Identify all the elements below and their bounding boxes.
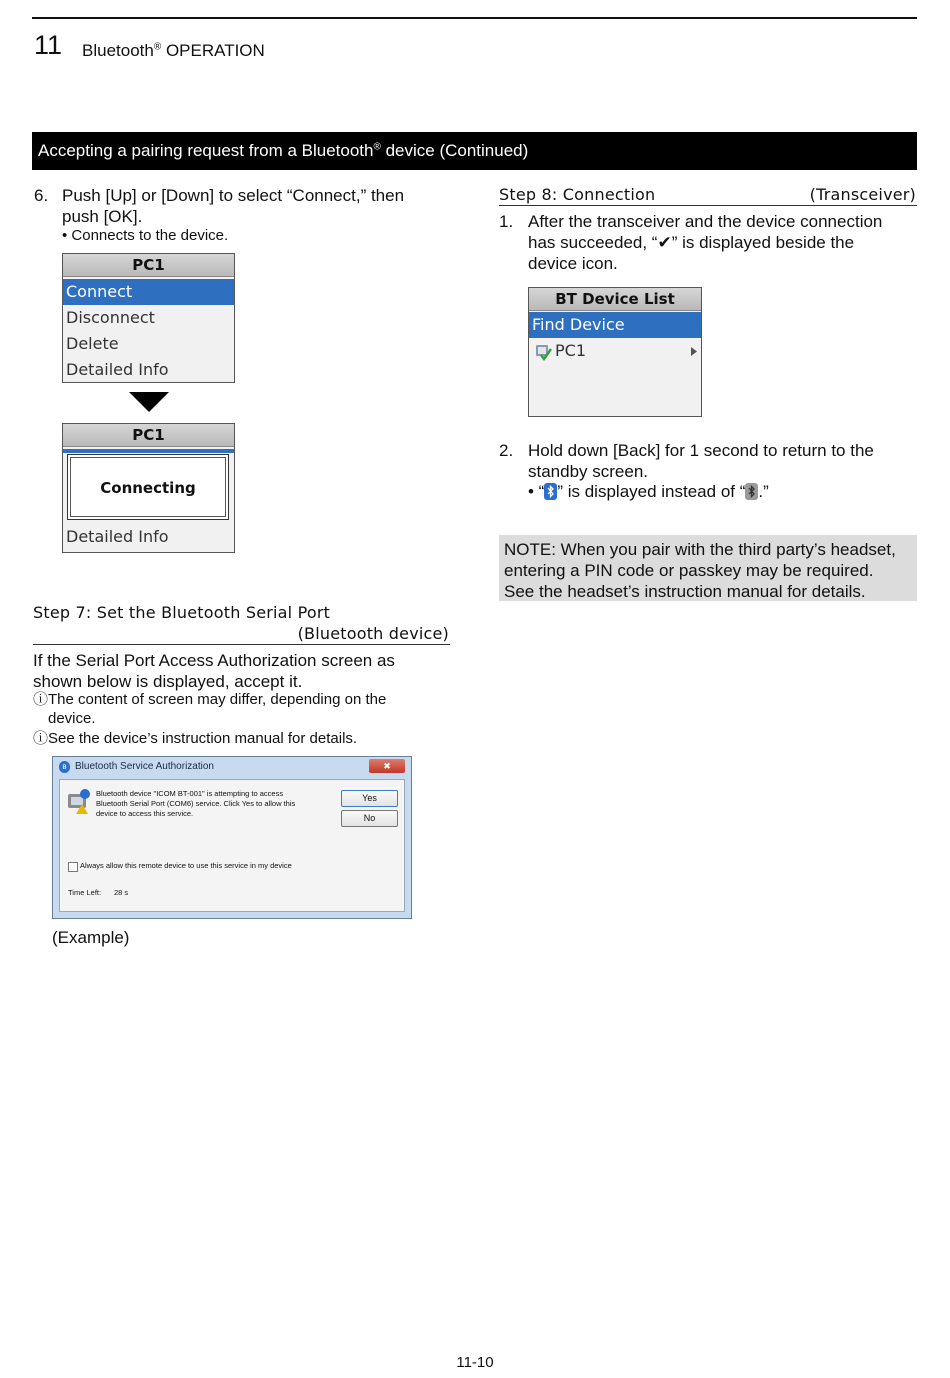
item2-bullet: • “ ” is displayed instead of “ .” (528, 482, 769, 501)
lcd-title: BT Device List (529, 288, 701, 311)
step6-number: 6. (34, 186, 49, 205)
lcd-title: PC1 (63, 254, 234, 277)
bluetooth-active-icon (544, 483, 557, 500)
step7-heading: Step 7: Set the Bluetooth Serial Port (33, 603, 331, 622)
item2-number: 2. (499, 441, 514, 460)
page-number: 11-10 (456, 1354, 494, 1371)
item2-line1: Hold down [Back] for 1 second to return to the (528, 441, 874, 460)
list-item-find-device[interactable]: Find Device (529, 312, 701, 338)
lcd-screen-pc1-connecting (62, 423, 235, 553)
step8-heading: Step 8: Connection (499, 185, 656, 204)
always-allow-label: Always allow this remote device to use this service in my device (80, 861, 292, 870)
menu-item-delete[interactable]: Delete (66, 334, 119, 353)
chapter-title: Bluetooth® OPERATION (82, 41, 265, 60)
device-warning-icon (66, 788, 92, 814)
item1-line2: has succeeded, “✔” is displayed beside the (528, 233, 855, 252)
chevron-right-icon (691, 347, 697, 356)
step6-bullet: • Connects to the device. (62, 227, 229, 244)
item1-line3: device icon. (528, 254, 618, 273)
always-allow-checkbox[interactable] (68, 862, 78, 872)
item2-line2: standby screen. (528, 462, 649, 481)
info-icon: ⓘ (33, 730, 49, 747)
note-box (499, 535, 917, 601)
dialog-body (59, 779, 405, 912)
bluetooth-inactive-icon (745, 483, 758, 500)
chapter-number: 11 (34, 30, 63, 60)
connecting-label: Connecting (70, 457, 226, 517)
menu-item-connect[interactable]: Connect (63, 279, 234, 305)
step7-text-line1: If the Serial Port Access Authorization screen as (33, 651, 395, 670)
step7-info2: ⓘSee the device’s instruction manual for details. (33, 730, 358, 747)
step7-text-line2: shown below is displayed, accept it. (33, 672, 303, 691)
device-connected-icon (535, 343, 553, 361)
down-arrow-icon (129, 392, 169, 414)
step6-line2: push [OK]. (62, 207, 143, 226)
menu-item-detailed-info[interactable]: Detailed Info (66, 360, 169, 379)
bluetooth-authorization-dialog (52, 756, 412, 919)
connecting-popup (67, 454, 229, 520)
selected-row-strip (63, 449, 234, 453)
dialog-message: Bluetooth device "ICOM BT-001" is attempting to access Bluetooth Serial Port (COM6) service. Click Yes to allow this device to access this service. (96, 789, 296, 818)
lcd-screen-bt-device-list (528, 287, 702, 417)
step8-heading-sub: (Transceiver) (809, 185, 916, 204)
note-line2: entering a PIN code or passkey may be required. (504, 561, 874, 580)
time-left-label: Time Left: (68, 888, 102, 897)
lcd-screen-pc1-menu (62, 253, 235, 383)
lcd-title: PC1 (63, 424, 234, 447)
step8-rule (499, 205, 917, 206)
step7-info1: ⓘThe content of screen may differ, depending on the (33, 691, 387, 708)
note-line3: See the headset’s instruction manual for details. (504, 582, 866, 601)
bluetooth-icon: ʙ (59, 761, 70, 773)
menu-item-disconnect[interactable]: Disconnect (66, 308, 155, 327)
item1-number: 1. (499, 212, 514, 231)
section-title-bar: Accepting a pairing request from a Bluetooth® device (Continued) (32, 132, 917, 170)
dialog-title: Bluetooth Service Authorization (75, 761, 214, 772)
close-button[interactable]: ✖ (369, 759, 405, 773)
step7-heading-sub: (Bluetooth device) (297, 624, 449, 643)
no-button[interactable]: No (341, 810, 398, 827)
dialog-titlebar (53, 757, 411, 777)
step6-line1: Push [Up] or [Down] to select “Connect,” then (62, 186, 405, 205)
yes-button[interactable]: Yes (341, 790, 398, 807)
menu-item-detailed-info: Detailed Info (66, 527, 169, 546)
note-line1: NOTE: When you pair with the third party’s headset, (504, 540, 896, 559)
header-rule (32, 17, 917, 19)
time-left-value: 28 s (114, 888, 129, 897)
info-icon: ⓘ (33, 691, 49, 708)
list-item-pc1[interactable]: PC1 (529, 338, 701, 364)
example-caption: (Example) (52, 928, 130, 947)
item1-line1: After the transceiver and the device connection (528, 212, 883, 231)
step7-info1-line2: device. (48, 710, 96, 727)
step7-rule (33, 644, 450, 645)
